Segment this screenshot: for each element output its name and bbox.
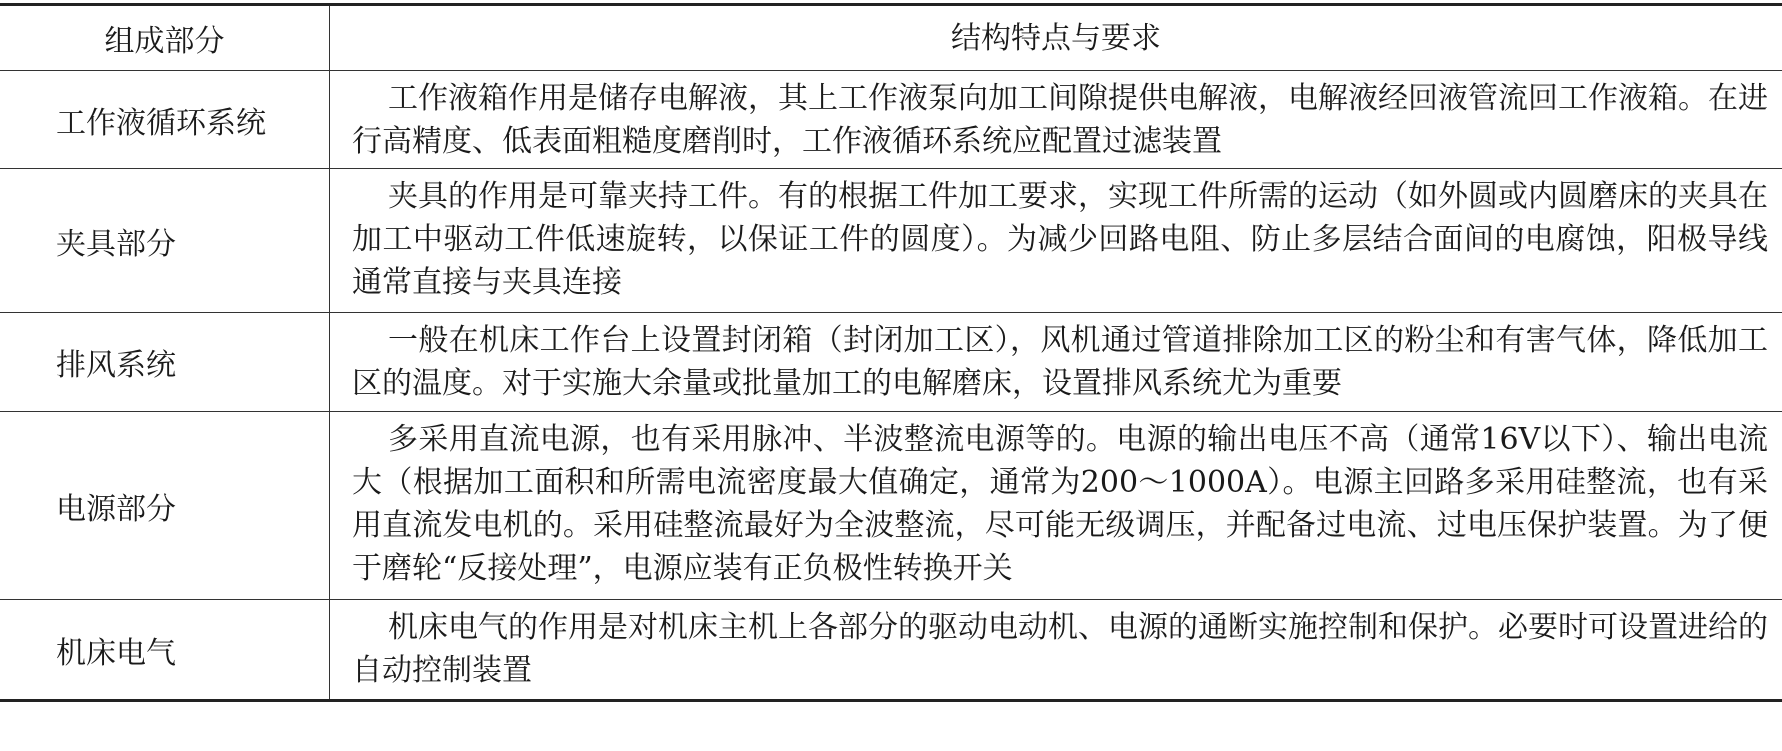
spec-table [0, 3, 1782, 702]
table-row [0, 411, 1782, 599]
table-header-row [0, 6, 1782, 70]
component-cell: 排风系统 [0, 313, 330, 411]
component-cell: 电源部分 [0, 412, 330, 599]
component-cell: 夹具部分 [0, 169, 330, 312]
table-row [0, 599, 1782, 699]
component-cell: 机床电气 [0, 600, 330, 699]
table-row [0, 70, 1782, 168]
header-description: 结构特点与要求 [951, 20, 1161, 56]
table-row [0, 312, 1782, 411]
header-component: 组成部分 [0, 6, 330, 70]
description-cell: 夹具的作用是可靠夹持工件。有的根据工件加工要求，实现工件所需的运动（如外圆或内圆磨床的夹具在加工中驱动工件低速旋转，以保证工件的圆度）。为减少回路电阻、防止多层结合面间的电腐蚀，阳极导线通常直接与夹具连接 [352, 179, 1768, 300]
component-cell: 工作液循环系统 [0, 71, 330, 168]
description-cell: 多采用直流电源，也有采用脉冲、半波整流电源等的。电源的输出电压不高（通常16V以下）、输出电流大（根据加工面积和所需电流密度最大值确定，通常为200～1000A）。电源主回路多采用硅整流，也有采用直流发电机的。采用硅整流最好为全波整流，尽可能无级调压，并配备过电流、过电压保护装置。为了便于磨轮“反接处理”，电源应装有正负极性转换开关 [352, 422, 1768, 586]
description-cell: 工作液箱作用是储存电解液，其上工作液泵向加工间隙提供电解液，电解液经回液管流回工作液箱。在进行高精度、低表面粗糙度磨削时，工作液循环系统应配置过滤装置 [352, 81, 1768, 159]
description-cell: 机床电气的作用是对机床主机上各部分的驱动电动机、电源的通断实施控制和保护。必要时可设置进给的自动控制装置 [352, 610, 1768, 688]
table-row [0, 168, 1782, 312]
description-cell: 一般在机床工作台上设置封闭箱（封闭加工区），风机通过管道排除加工区的粉尘和有害气体，降低加工区的温度。对于实施大余量或批量加工的电解磨床，设置排风系统尤为重要 [352, 323, 1768, 401]
